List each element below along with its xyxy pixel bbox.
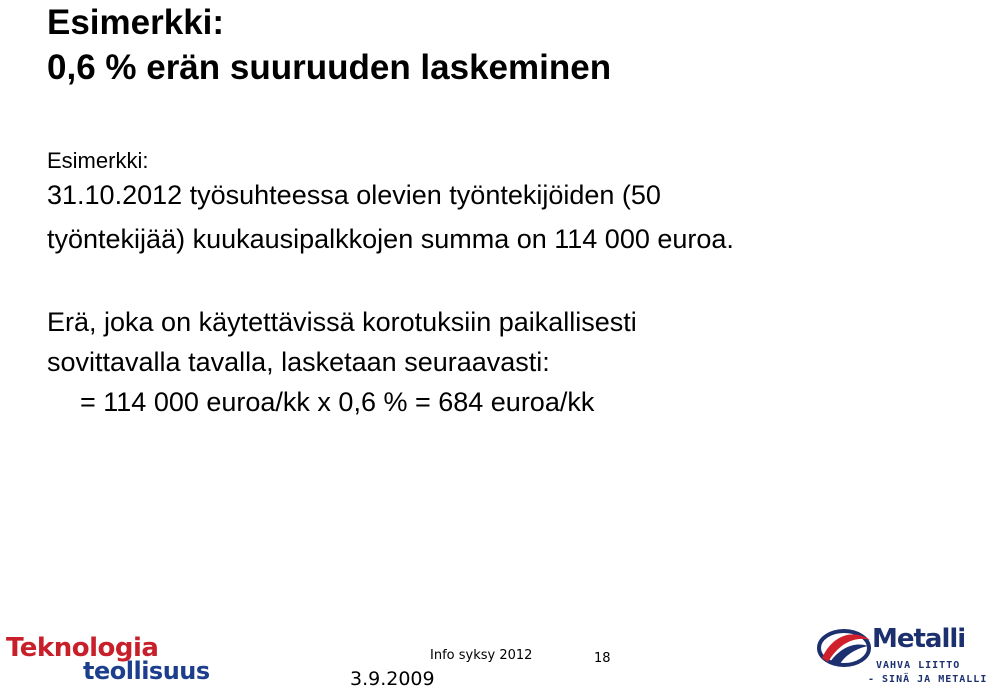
paragraph-1-line-2: työntekijää) kuukausipalkkojen summa on 114 000 euroa. [47,224,734,254]
calculation-line: = 114 000 euroa/kk x 0,6 % = 684 euroa/kk [80,387,595,417]
slide-title-line-2: 0,6 % erän suuruuden laskeminen [47,48,612,87]
metalli-tagline-1: VAHVA LIITTO [876,660,961,671]
slide-title [47,0,611,90]
metalli-swoosh-icon [816,628,874,668]
slide-title-line-1: Esimerkki: [47,3,225,42]
metalli-brand: Metalli [872,624,966,654]
teknologiateollisuus-logo [6,633,216,685]
footer-page-number: 18 [594,651,611,666]
paragraph-2-line-2: sovittavalla tavalla, lasketaan seuraavasti: [47,347,550,377]
logo-left-line-1: Teknologia [6,633,159,663]
paragraph-2-line-1: Erä, joka on käytettävissä korotuksiin paikallisesti [47,307,637,337]
footer-date: 3.9.2009 [350,668,435,690]
metalli-logo [812,624,987,688]
paragraph-1-line-1: 31.10.2012 työsuhteessa olevien työntekijöiden (50 [47,180,661,210]
footer-event: Info syksy 2012 [430,648,533,663]
logo-left-line-2: teollisuus [83,657,210,685]
metalli-tagline-2: - SINÄ JA METALLI [868,674,987,685]
example-label: Esimerkki: [47,148,149,173]
